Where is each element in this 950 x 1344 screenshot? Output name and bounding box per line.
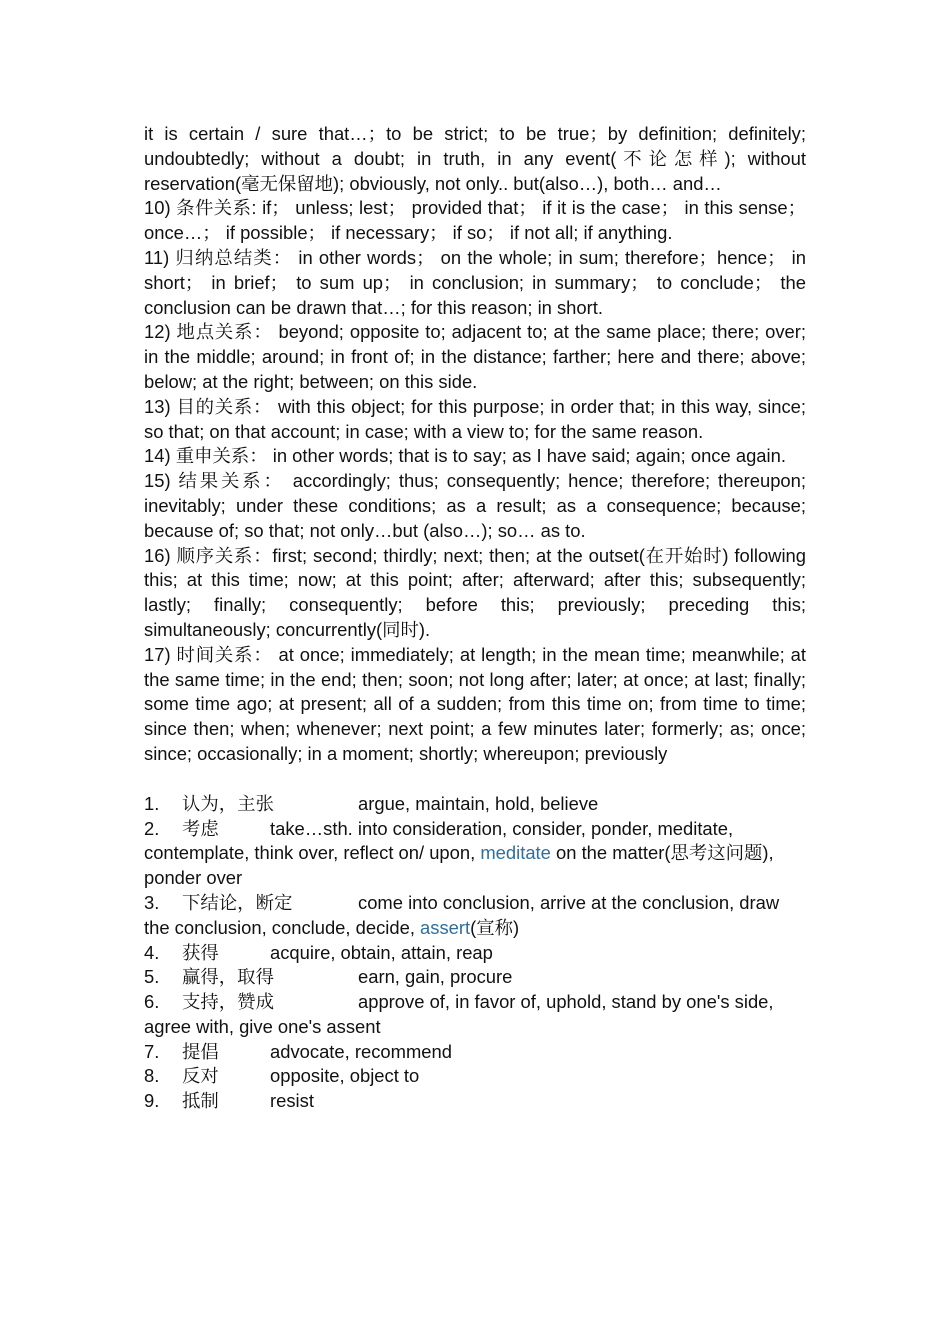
paragraph-certainty: it is certain / sure that…；to be strict; to be true；by definition; definitely; undoubtedly; without a doubt; in truth, in any event(不论怎样); without reservation(毫无保留地); obviously, not only.. but(also…), both… and… xyxy=(144,123,806,194)
vocab-item xyxy=(144,891,806,941)
paragraph-place: 12) 地点关系： beyond; opposite to; adjacent to; at the same place; there; over; in the middle; around; in front of; in the distance; farther; here and there; above; below; at the right; between; on this side. xyxy=(144,321,806,392)
vocab-english: advocate, recommend xyxy=(270,1040,452,1062)
vocab-item xyxy=(144,965,806,990)
assert-link[interactable]: assert xyxy=(420,916,471,938)
vocab-english: come into conclusion, arrive at the conclusion, draw the conclusion, conclude, decide, xyxy=(144,891,780,938)
paragraph-restatement: 14) 重申关系： in other words; that is to say; as I have said; again; once again. xyxy=(144,445,786,467)
paragraph-purpose: 13) 目的关系： with this object; for this purpose; in order that; in this way, since; so that; on that account; in case; with a view to; for the same reason. xyxy=(144,395,806,442)
vocab-item xyxy=(144,990,806,1040)
vocab-chinese: 获得 xyxy=(182,941,219,963)
vocab-english: opposite, object to xyxy=(270,1065,420,1087)
paragraph-condition: 10) 条件关系: if； unless; lest； provided that； if it is the case； in this sense； once…； if possible； if necessary； if so； if not all; if anything. xyxy=(144,197,806,244)
blank-line xyxy=(144,767,806,792)
vocab-chinese: 提倡 xyxy=(182,1040,219,1062)
vocab-number: 5. xyxy=(144,966,160,988)
vocab-chinese: 抵制 xyxy=(182,1090,219,1112)
vocab-chinese: 赢得，取得 xyxy=(182,966,274,988)
vocab-item xyxy=(144,941,806,966)
vocab-item xyxy=(144,792,806,817)
vocab-item xyxy=(144,1040,806,1065)
vocab-item xyxy=(144,1089,806,1114)
vocab-number: 4. xyxy=(144,941,160,963)
vocab-english-tail: (宣称) xyxy=(470,916,520,938)
document-page xyxy=(144,122,806,1114)
paragraph-result: 15) 结果关系： accordingly; thus; consequently; hence; therefore; thereupon; inevitably; under these conditions; as a result; as a consequence; because; because of; so that; not only…but (also…); so… as to. xyxy=(144,470,806,541)
vocab-english: take…sth. into consideration, consider, ponder, meditate, contemplate, think over, reflect on/ upon, xyxy=(144,817,734,864)
vocab-item xyxy=(144,1064,806,1089)
paragraph-summary: 11) 归纳总结类： in other words； on the whole; in sum; therefore；hence； in short； in brief； to sum up； in conclusion; in summary； to conclude； the conclusion can be drawn that…; for this reason; in short. xyxy=(144,246,806,318)
vocab-number: 2. xyxy=(144,817,160,839)
vocab-english-tail: on the matter(思考这问题), ponder over xyxy=(144,842,774,889)
vocab-chinese: 支持，赞成 xyxy=(182,991,274,1013)
vocab-english: approve of, in favor of, uphold, stand by one's side, agree with, give one's assent xyxy=(144,991,774,1037)
vocab-chinese: 下结论，断定 xyxy=(182,891,293,913)
vocab-number: 8. xyxy=(144,1065,160,1087)
paragraph-time: 17) 时间关系： at once; immediately; at length; in the mean time; meanwhile; at the same time; in the end; then; soon; not long after; later; at once; at last; finally; some time ago; at present; all of a sudden; from this time on; from time to time; since then; when; whenever; next point; a few minutes later; formerly; as; once; since; occasionally; in a moment; shortly; whereupon; previously xyxy=(144,643,806,764)
vocab-english: argue, maintain, hold, believe xyxy=(358,792,599,814)
vocab-english: resist xyxy=(270,1090,314,1112)
vocab-chinese: 考虑 xyxy=(182,817,219,839)
vocab-number: 6. xyxy=(144,991,160,1013)
vocab-number: 3. xyxy=(144,891,160,913)
vocab-english: earn, gain, procure xyxy=(358,966,513,988)
vocab-number: 9. xyxy=(144,1090,160,1112)
vocab-item xyxy=(144,817,806,891)
vocab-english: acquire, obtain, attain, reap xyxy=(270,941,493,963)
paragraph-sequence: 16) 顺序关系：first; second; thirdly; next; then; at the outset(在开始时) following this; at this time; now; at this point; after; afterward; after this; subsequently; lastly; finally; consequently; before this; previously; preceding this; simultaneously; concurrently(同时). xyxy=(144,544,806,640)
vocab-number: 1. xyxy=(144,792,160,814)
vocab-chinese: 认为，主张 xyxy=(182,792,274,814)
vocab-chinese: 反对 xyxy=(182,1065,219,1087)
meditate-link[interactable]: meditate xyxy=(480,842,551,864)
vocab-number: 7. xyxy=(144,1040,160,1062)
